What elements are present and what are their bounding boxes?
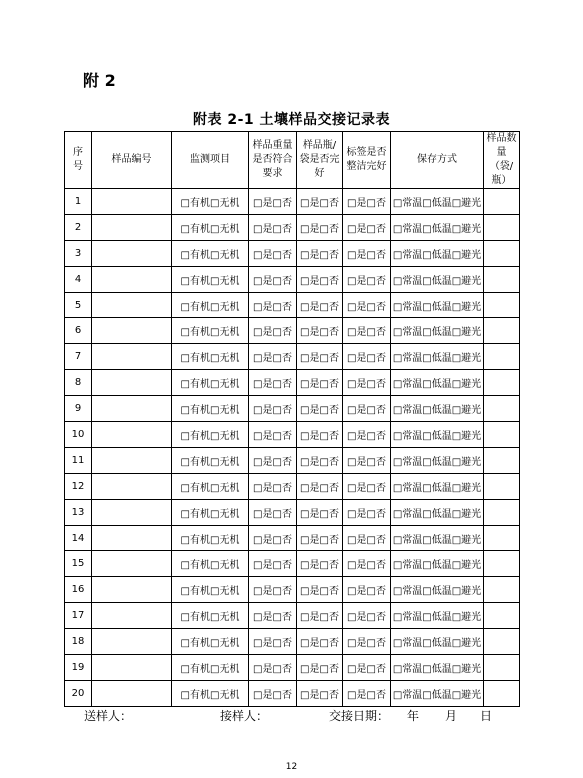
row-number: 16 [65,577,92,603]
header-quantity: 样品数量 （袋/瓶） [484,132,520,189]
container-ok-options[interactable]: □是□否 [297,525,343,551]
container-ok-options[interactable]: □是□否 [297,655,343,681]
storage-options[interactable]: □常温□低温□避光 [391,189,484,215]
table-row [65,551,520,577]
sample-id-cell[interactable] [92,655,172,681]
quantity-cell[interactable] [484,603,520,629]
row-number: 3 [65,240,92,266]
storage-options[interactable]: □常温□低温□避光 [391,240,484,266]
table-row [65,525,520,551]
storage-options[interactable]: □常温□低温□避光 [391,603,484,629]
row-number: 7 [65,344,92,370]
row-number: 10 [65,422,92,448]
container-ok-options[interactable]: □是□否 [297,292,343,318]
label-ok-options[interactable]: □是□否 [343,214,391,240]
table-row [65,447,520,473]
quantity-cell[interactable] [484,473,520,499]
weight-ok-options[interactable]: □是□否 [249,629,297,655]
header-seq: 序 号 [65,132,92,189]
quantity-cell[interactable] [484,292,520,318]
label-ok-options[interactable]: □是□否 [343,370,391,396]
date-month: 月 [445,709,458,723]
table-row [65,214,520,240]
quantity-cell[interactable] [484,447,520,473]
monitor-item-options[interactable]: □有机□无机 [172,680,249,706]
weight-ok-options[interactable]: □是□否 [249,603,297,629]
quantity-cell[interactable] [484,318,520,344]
row-number: 4 [65,266,92,292]
label-ok-options[interactable]: □是□否 [343,292,391,318]
quantity-cell[interactable] [484,680,520,706]
container-ok-options[interactable]: □是□否 [297,473,343,499]
quantity-cell[interactable] [484,577,520,603]
weight-ok-options[interactable]: □是□否 [249,240,297,266]
sample-handover-table [64,131,520,707]
label-ok-options[interactable]: □是□否 [343,344,391,370]
quantity-cell[interactable] [484,551,520,577]
storage-options[interactable]: □常温□低温□避光 [391,525,484,551]
monitor-item-options[interactable]: □有机□无机 [172,240,249,266]
container-ok-options[interactable]: □是□否 [297,499,343,525]
sample-id-cell[interactable] [92,240,172,266]
label-ok-options[interactable]: □是□否 [343,603,391,629]
container-ok-options[interactable]: □是□否 [297,370,343,396]
storage-options[interactable]: □常温□低温□避光 [391,370,484,396]
container-ok-options[interactable]: □是□否 [297,214,343,240]
monitor-item-options[interactable]: □有机□无机 [172,577,249,603]
storage-options[interactable]: □常温□低温□避光 [391,344,484,370]
storage-options[interactable]: □常温□低温□避光 [391,292,484,318]
table-row [65,629,520,655]
table-row [65,266,520,292]
quantity-cell[interactable] [484,189,520,215]
container-ok-options[interactable]: □是□否 [297,189,343,215]
weight-ok-options[interactable]: □是□否 [249,447,297,473]
monitor-item-options[interactable]: □有机□无机 [172,344,249,370]
storage-options[interactable]: □常温□低温□避光 [391,266,484,292]
container-ok-options[interactable]: □是□否 [297,603,343,629]
storage-options[interactable]: □常温□低温□避光 [391,499,484,525]
quantity-cell[interactable] [484,240,520,266]
weight-ok-options[interactable]: □是□否 [249,473,297,499]
table-row [65,577,520,603]
container-ok-options[interactable]: □是□否 [297,551,343,577]
label-ok-options[interactable]: □是□否 [343,680,391,706]
sample-id-cell[interactable] [92,577,172,603]
storage-options[interactable]: □常温□低温□避光 [391,318,484,344]
header-sample-id: 样品编号 [92,132,172,189]
monitor-item-options[interactable]: □有机□无机 [172,629,249,655]
monitor-item-options[interactable]: □有机□无机 [172,551,249,577]
table-row [65,292,520,318]
label-ok-options[interactable]: □是□否 [343,655,391,681]
quantity-cell[interactable] [484,396,520,422]
weight-ok-options[interactable]: □是□否 [249,422,297,448]
date-day: 日 [480,709,493,723]
sample-id-cell[interactable] [92,318,172,344]
quantity-cell[interactable] [484,499,520,525]
weight-ok-options[interactable]: □是□否 [249,680,297,706]
weight-ok-options[interactable]: □是□否 [249,525,297,551]
label-ok-options[interactable]: □是□否 [343,577,391,603]
label-ok-options[interactable]: □是□否 [343,447,391,473]
sample-id-cell[interactable] [92,447,172,473]
weight-ok-options[interactable]: □是□否 [249,214,297,240]
sample-id-cell[interactable] [92,629,172,655]
quantity-cell[interactable] [484,266,520,292]
weight-ok-options[interactable]: □是□否 [249,344,297,370]
quantity-cell[interactable] [484,629,520,655]
label-ok-options[interactable]: □是□否 [343,189,391,215]
sample-id-cell[interactable] [92,422,172,448]
date-year: 年 [407,709,420,723]
weight-ok-options[interactable]: □是□否 [249,551,297,577]
row-number: 19 [65,655,92,681]
container-ok-options[interactable]: □是□否 [297,629,343,655]
row-number: 9 [65,396,92,422]
handover-date-label: 交接日期： [329,709,390,723]
container-ok-options[interactable]: □是□否 [297,318,343,344]
weight-ok-options[interactable]: □是□否 [249,370,297,396]
sample-id-cell[interactable] [92,525,172,551]
quantity-cell[interactable] [484,214,520,240]
weight-ok-options[interactable]: □是□否 [249,396,297,422]
container-ok-options[interactable]: □是□否 [297,447,343,473]
label-ok-options[interactable]: □是□否 [343,629,391,655]
monitor-item-options[interactable]: □有机□无机 [172,603,249,629]
table-title: 附表 2-1 土壤样品交接记录表 [192,112,391,128]
row-number: 1 [65,189,92,215]
row-number: 12 [65,473,92,499]
row-number: 8 [65,370,92,396]
storage-options[interactable]: □常温□低温□避光 [391,447,484,473]
container-ok-options[interactable]: □是□否 [297,266,343,292]
header-label-ok: 标签是否 整洁完好 [343,132,391,189]
header-container-ok: 样品瓶/ 袋是否完 好 [297,132,343,189]
sample-id-cell[interactable] [92,344,172,370]
storage-options[interactable]: □常温□低温□避光 [391,214,484,240]
quantity-cell[interactable] [484,655,520,681]
monitor-item-options[interactable]: □有机□无机 [172,396,249,422]
receiver-label: 接样人： [220,709,269,723]
monitor-item-options[interactable]: □有机□无机 [172,266,249,292]
label-ok-options[interactable]: □是□否 [343,240,391,266]
monitor-item-options[interactable]: □有机□无机 [172,525,249,551]
table-row [65,240,520,266]
table-row [65,189,520,215]
monitor-item-options[interactable]: □有机□无机 [172,655,249,681]
label-ok-options[interactable]: □是□否 [343,473,391,499]
container-ok-options[interactable]: □是□否 [297,344,343,370]
label-ok-options[interactable]: □是□否 [343,422,391,448]
sample-id-cell[interactable] [92,292,172,318]
storage-options[interactable]: □常温□低温□避光 [391,473,484,499]
table-row [65,396,520,422]
sample-id-cell[interactable] [92,603,172,629]
page-number: 12 [285,762,298,772]
monitor-item-options[interactable]: □有机□无机 [172,292,249,318]
label-ok-options[interactable]: □是□否 [343,525,391,551]
row-number: 20 [65,680,92,706]
storage-options[interactable]: □常温□低温□避光 [391,655,484,681]
row-number: 2 [65,214,92,240]
monitor-item-options[interactable]: □有机□无机 [172,189,249,215]
label-ok-options[interactable]: □是□否 [343,499,391,525]
sample-id-cell[interactable] [92,396,172,422]
monitor-item-options[interactable]: □有机□无机 [172,370,249,396]
row-number: 5 [65,292,92,318]
sample-id-cell[interactable] [92,370,172,396]
row-number: 15 [65,551,92,577]
storage-options[interactable]: □常温□低温□避光 [391,396,484,422]
weight-ok-options[interactable]: □是□否 [249,318,297,344]
monitor-item-options[interactable]: □有机□无机 [172,447,249,473]
sample-id-cell[interactable] [92,680,172,706]
header-row [65,132,520,189]
weight-ok-options[interactable]: □是□否 [249,266,297,292]
weight-ok-options[interactable]: □是□否 [249,655,297,681]
table-row [65,499,520,525]
container-ok-options[interactable]: □是□否 [297,396,343,422]
weight-ok-options[interactable]: □是□否 [249,189,297,215]
monitor-item-options[interactable]: □有机□无机 [172,214,249,240]
header-weight-ok: 样品重量 是否符合 要求 [249,132,297,189]
row-number: 18 [65,629,92,655]
container-ok-options[interactable]: □是□否 [297,577,343,603]
table-row [65,680,520,706]
table-row [65,603,520,629]
appendix-label: 附 2 [83,71,116,90]
row-number: 6 [65,318,92,344]
table-row [65,344,520,370]
monitor-item-options[interactable]: □有机□无机 [172,499,249,525]
row-number: 13 [65,499,92,525]
storage-options[interactable]: □常温□低温□避光 [391,629,484,655]
sample-id-cell[interactable] [92,189,172,215]
quantity-cell[interactable] [484,525,520,551]
header-monitor-item: 监测项目 [172,132,249,189]
sample-id-cell[interactable] [92,551,172,577]
table-row [65,473,520,499]
monitor-item-options[interactable]: □有机□无机 [172,318,249,344]
table-row [65,318,520,344]
row-number: 14 [65,525,92,551]
weight-ok-options[interactable]: □是□否 [249,577,297,603]
label-ok-options[interactable]: □是□否 [343,318,391,344]
table-row [65,655,520,681]
sample-id-cell[interactable] [92,214,172,240]
quantity-cell[interactable] [484,422,520,448]
header-storage: 保存方式 [391,132,484,189]
quantity-cell[interactable] [484,344,520,370]
container-ok-options[interactable]: □是□否 [297,240,343,266]
container-ok-options[interactable]: □是□否 [297,680,343,706]
label-ok-options[interactable]: □是□否 [343,551,391,577]
sample-id-cell[interactable] [92,266,172,292]
sample-id-cell[interactable] [92,499,172,525]
storage-options[interactable]: □常温□低温□避光 [391,422,484,448]
sender-label: 送样人： [84,709,133,723]
label-ok-options[interactable]: □是□否 [343,396,391,422]
weight-ok-options[interactable]: □是□否 [249,292,297,318]
monitor-item-options[interactable]: □有机□无机 [172,473,249,499]
quantity-cell[interactable] [484,370,520,396]
container-ok-options[interactable]: □是□否 [297,422,343,448]
row-number: 17 [65,603,92,629]
storage-options[interactable]: □常温□低温□避光 [391,551,484,577]
table-row [65,370,520,396]
label-ok-options[interactable]: □是□否 [343,266,391,292]
table-row [65,422,520,448]
row-number: 11 [65,447,92,473]
monitor-item-options[interactable]: □有机□无机 [172,422,249,448]
sample-id-cell[interactable] [92,473,172,499]
storage-options[interactable]: □常温□低温□避光 [391,577,484,603]
weight-ok-options[interactable]: □是□否 [249,499,297,525]
storage-options[interactable]: □常温□低温□避光 [391,680,484,706]
